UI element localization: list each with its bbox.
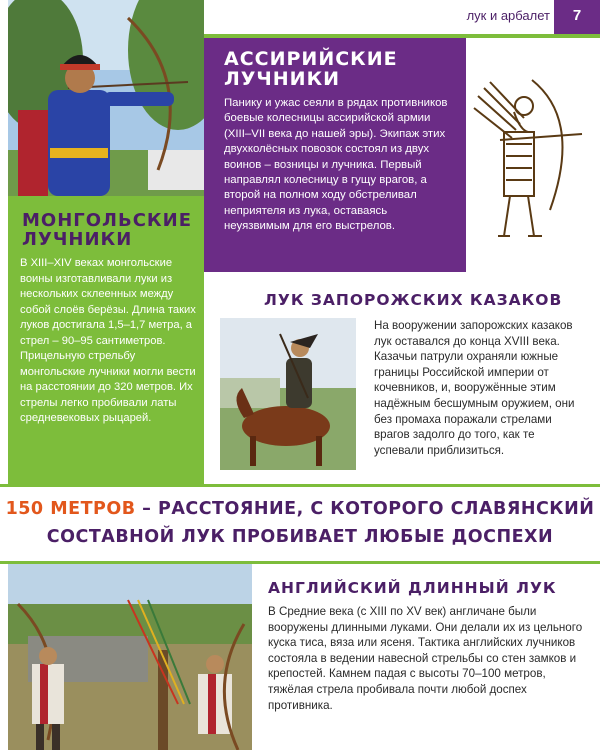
- mongol-archer-illustration: [8, 0, 204, 196]
- english-title: АНГЛИЙСКИЙ ДЛИННЫЙ ЛУК: [268, 579, 557, 597]
- assyrian-archer-drawing: [470, 60, 596, 250]
- assyrian-title-line2: ЛУЧНИКИ: [224, 67, 341, 90]
- english-archers-illustration: [8, 564, 252, 750]
- banner-highlight: 150 МЕТРОВ: [5, 499, 136, 519]
- section-title: лук и арбалет: [466, 8, 550, 23]
- mongol-body: В XIII–XIV веках монгольские воины изготавливали луки из нескольких склеенных между собой слоёв берёзы. Длина таких луков достигала 1,5–1,7 метра, а стрел – 90–95 сантиметров. Прицельную стрельбу монгольские лучники могли вести на расстоянии до 320 метров. Их стрелы легко пробивали латы средневековых рыцарей.: [20, 257, 196, 424]
- banner-line1: [0, 500, 600, 518]
- mongol-title-line2: ЛУЧНИКИ: [22, 228, 133, 250]
- english-body: В Средние века (с XIII по XV век) англичане были вооружены длинными луками. Они делали их из цельного куска тиса, вяза или ясеня. Тактика английских лучников состояла в ведении навесной стрельбы со стен замков и крепостей. Камнем падая с высоты 70–100 метров, тяжёлая стрела пробивала почти любой доспех противника.: [268, 605, 583, 712]
- banner-top-line: [0, 484, 600, 487]
- mongol-title-line1: МОНГОЛЬСКИЕ: [22, 210, 193, 231]
- assyrian-title-line1: АССИРИЙСКИЕ: [224, 48, 398, 70]
- banner-line2: СОСТАВНОЙ ЛУК ПРОБИВАЕТ ЛЮБЫЕ ДОСПЕХИ: [46, 527, 554, 547]
- page-number: 7: [572, 7, 582, 24]
- mongol-title: [22, 212, 192, 250]
- mongol-archer-photo: [8, 0, 204, 196]
- cossack-rider-illustration: [220, 318, 356, 470]
- cossack-body: На вооружении запорожских казаков лук оставался до конца XVIII века. Казачьи патрули охраняли южные границы Российской империи от кочевников, и, вооружённые этим надёжным бесшумным оружием, они без промаха поражали стрелами врагов задолго до того, как те успевали приблизиться.: [374, 319, 575, 457]
- banner-line1-rest: – РАССТОЯНИЕ, С КОТОРОГО СЛАВЯНСКИЙ: [135, 499, 595, 519]
- assyrian-title: [224, 50, 398, 90]
- cossack-title: ЛУК ЗАПОРОЖСКИХ КАЗАКОВ: [264, 291, 563, 309]
- cossack-photo: [220, 318, 356, 470]
- assyrian-drawing: [470, 60, 596, 250]
- english-archers-photo: [8, 564, 252, 750]
- assyrian-body: Панику и ужас сеяли в рядах противников боевые колесницы ассирийской армии (XIII–VII века до нашей эры). Экипаж этих двухколёсных повозок состоял из двух воинов – возницы и лучника. Первый направлял колесницу в гущу врагов, а второй на полном ходу обстреливал неприятеля из лука, оставаясь неуязвимым для его выстрелов.: [224, 97, 448, 233]
